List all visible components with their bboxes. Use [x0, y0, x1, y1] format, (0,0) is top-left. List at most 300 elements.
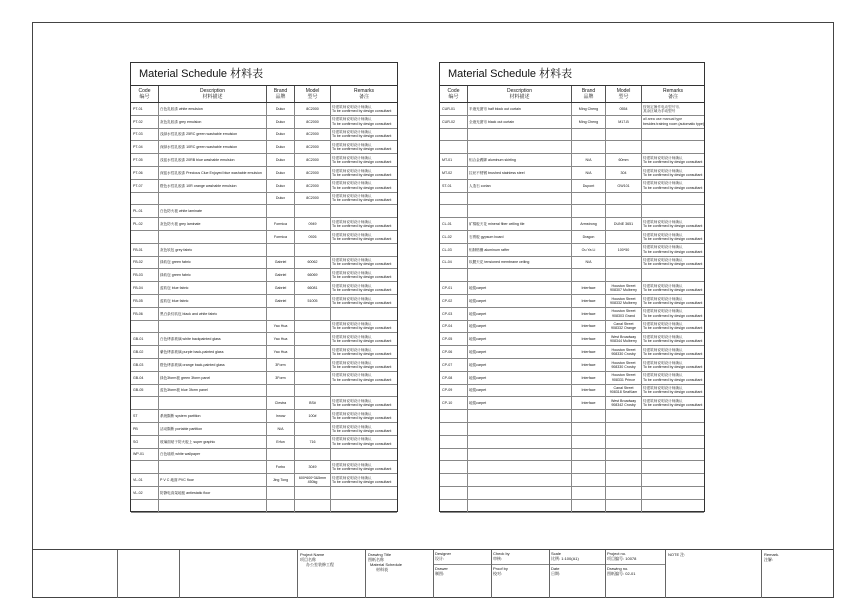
header-description: Description 材料描述 — [159, 86, 267, 102]
material-brand: Forbo — [267, 461, 295, 473]
material-brand: Yao Hua — [267, 321, 295, 333]
remark-label: Remark. — [764, 552, 780, 557]
material-model: 304 — [606, 167, 642, 179]
material-code: PL-02 — [131, 218, 159, 230]
material-code — [440, 410, 468, 422]
header-remarks: Remarks 备注 — [353, 88, 374, 100]
material-brand: Interface — [572, 333, 606, 345]
table-row — [131, 231, 397, 244]
material-model: BS# — [295, 397, 331, 409]
material-brand: Dulux — [267, 167, 295, 179]
material-brand — [267, 244, 295, 256]
table-row — [440, 180, 704, 193]
table-row — [440, 461, 704, 474]
material-code: GB-03 — [131, 359, 159, 371]
material-remarks: 待建筑师说明设计师确认 To be confirmed by design consultant — [643, 219, 703, 229]
material-remarks: 待建筑师说明设计师确认 To be confirmed by design consultant — [332, 322, 392, 331]
material-brand: Formica — [267, 218, 295, 230]
table-row — [131, 129, 397, 142]
material-brand: Dulux — [267, 193, 295, 205]
material-model: West Broadway 908342 Crosby — [606, 397, 642, 409]
table-body — [131, 103, 397, 513]
material-remarks: 待建筑师说明设计师确认 To be confirmed by design consultant — [643, 283, 703, 293]
project-name-value: 办公室装修工程 — [306, 562, 334, 567]
table-row — [131, 269, 397, 282]
table-row — [131, 461, 397, 474]
material-description — [468, 487, 572, 499]
material-remarks: 待建筑师说明设计师确认 To be confirmed by design consultant — [643, 168, 703, 177]
table-row — [131, 333, 397, 346]
material-remarks: 待建筑师说明设计师确认 To be confirmed by design consultant — [332, 104, 392, 113]
title-block-blank-3 — [180, 550, 298, 598]
material-description: 拉丝不锈钢 brushed stainless steel — [468, 167, 572, 179]
material-brand: Armstrong — [572, 218, 606, 230]
material-brand: Gabriel — [267, 282, 295, 294]
material-brand: Jing Tong — [267, 474, 295, 486]
material-model: 100# — [295, 410, 331, 422]
material-code: GB-05 — [131, 385, 159, 397]
material-brand — [267, 449, 295, 461]
project-name-label: Project Name — [300, 552, 325, 557]
material-remarks — [642, 410, 704, 422]
material-brand — [572, 500, 606, 512]
material-model: Canal Street 908318 SeaKiam — [606, 385, 642, 397]
project-name-cell — [298, 550, 366, 598]
material-model: Canal Street 908332 Orange — [606, 321, 642, 333]
material-brand: Dupont — [572, 180, 606, 192]
material-model — [295, 333, 331, 345]
table-row — [131, 308, 397, 321]
table-row — [131, 487, 397, 500]
material-remarks: 待建筑师说明设计师确认 To be confirmed by design consultant — [643, 181, 703, 190]
material-remarks: 待建筑师说明设计师确认 To be confirmed by design consultant — [332, 347, 392, 357]
material-description: 白色乳胶漆 white emulsion — [159, 103, 267, 115]
material-brand: N/A — [572, 154, 606, 166]
material-code: CP-10 — [440, 397, 468, 409]
material-code: CP-04 — [440, 321, 468, 333]
material-description: 铝合金踢脚 aluminum skirting — [468, 154, 572, 166]
material-code: CP-06 — [440, 346, 468, 358]
material-remarks: 待建筑师说明设计师确认 To be confirmed by design consultant — [332, 271, 392, 280]
material-description: 灰色软包 grey fabric — [159, 244, 267, 256]
material-model — [295, 205, 331, 217]
material-description: 浅绿水性乳胶漆 25RC green washable emulsion — [159, 129, 267, 141]
table-row — [131, 141, 397, 154]
material-brand: 3Form — [267, 372, 295, 384]
table-row — [440, 359, 704, 372]
table-row — [440, 205, 704, 218]
material-code: PT-03 — [131, 129, 159, 141]
material-description: 全遮光窗帘 black out curtain — [468, 116, 572, 128]
material-remarks — [642, 474, 704, 486]
material-brand — [267, 205, 295, 217]
material-model: 66069 — [295, 269, 331, 281]
material-brand — [572, 461, 606, 473]
table-row — [440, 116, 704, 129]
drawing-title-cell — [366, 550, 434, 598]
header-description: Description 材料描述 — [468, 86, 572, 102]
material-description: 橙色水性乳胶漆 10R orange washable emulsion — [159, 180, 267, 192]
table-row — [131, 397, 397, 410]
material-model: 0554 — [606, 103, 642, 115]
material-description: 绿软包 green fabric — [159, 257, 267, 269]
material-description — [159, 321, 267, 333]
material-remarks: 待建筑师说明设计师确认 To be confirmed by design consultant — [332, 117, 392, 126]
material-model — [606, 423, 642, 435]
title-block — [32, 549, 834, 598]
material-description: 白色墙纸 white wallpaper — [159, 449, 267, 461]
material-model — [606, 410, 642, 422]
material-brand — [572, 205, 606, 217]
material-model — [295, 500, 331, 512]
material-remarks: 待建筑师说明设计师确认 To be confirmed by design consultant — [332, 232, 392, 241]
table-row — [131, 436, 397, 449]
table-row — [440, 308, 704, 321]
material-remarks: 待建筑师说明设计师确认 To be confirmed by design consultant — [332, 373, 392, 382]
drawer-field: Drawer 制图: — [435, 566, 448, 576]
table-row — [440, 385, 704, 398]
material-remarks — [331, 244, 397, 256]
material-brand: Interface — [572, 282, 606, 294]
table-row — [440, 333, 704, 346]
material-code — [440, 423, 468, 435]
material-remarks — [642, 205, 704, 217]
material-description — [468, 436, 572, 448]
table-row — [440, 346, 704, 359]
proof-by-field: Proof by 校对: — [493, 566, 508, 576]
material-description: 地毯carpet — [468, 308, 572, 320]
material-remarks: 待建筑师说明设计师确认 To be confirmed by design consultant — [643, 296, 703, 305]
material-remarks — [642, 436, 704, 448]
material-code — [131, 500, 159, 512]
material-model: 8C2000 — [295, 167, 331, 179]
material-code: PT-05 — [131, 154, 159, 166]
material-code: CUR-01 — [440, 103, 468, 115]
material-description: 活动隔断 portable partition — [159, 423, 267, 435]
table-body — [440, 103, 704, 513]
material-code — [131, 321, 159, 333]
material-code: FB-05 — [131, 295, 159, 307]
material-remarks: 待建筑师说明设计师确认 To be confirmed by design consultant — [332, 219, 392, 229]
material-model: Houston Street 908331 Prince — [606, 372, 642, 384]
material-brand: Interface — [572, 397, 606, 409]
material-code: CP-01 — [440, 282, 468, 294]
table-row — [440, 487, 704, 500]
material-description: 深绿水性乳胶漆 10RC green washable emulsion — [159, 141, 267, 153]
material-description: 地毯carpet — [468, 359, 572, 371]
material-code: CUR-02 — [440, 116, 468, 128]
material-description — [159, 397, 267, 409]
material-model: 0949 — [295, 218, 331, 230]
material-brand: Interface — [572, 359, 606, 371]
material-brand — [572, 474, 606, 486]
material-description — [468, 461, 572, 473]
material-description: 半遮光窗帘 half block out curtain — [468, 103, 572, 115]
material-description: 地毯carpet — [468, 385, 572, 397]
material-remarks: 按规定操作电动型号帘, 其余区域为手动型号 — [643, 104, 680, 113]
material-brand: Ou Ya Li — [572, 244, 606, 256]
scale-date-cell — [550, 550, 606, 598]
table-header — [131, 86, 397, 103]
table-row — [131, 180, 397, 193]
material-code: VL-02 — [131, 487, 159, 499]
material-brand: N/A — [572, 257, 606, 269]
material-brand — [267, 308, 295, 320]
material-code — [440, 449, 468, 461]
table-row — [131, 449, 397, 462]
material-remarks: 待建筑师说明设计师确认 To be confirmed by design consultant — [332, 194, 392, 203]
material-code — [131, 193, 159, 205]
material-description — [468, 423, 572, 435]
material-brand: Dulux — [267, 180, 295, 192]
material-remarks: 待建筑师说明设计师确认 To be confirmed by design consultant — [332, 475, 392, 484]
material-schedule-right — [439, 62, 705, 512]
material-model: Houston Street 908303 Grand — [606, 308, 642, 320]
material-remarks: 待建筑师说明设计师确认 To be confirmed by design consultant — [332, 155, 392, 165]
material-code: PL-01 — [131, 205, 159, 217]
material-model — [295, 385, 331, 397]
material-remarks: 待建筑师说明设计师确认 To be confirmed by design consultant — [643, 245, 703, 254]
material-model — [606, 487, 642, 499]
material-brand: Ming Cheng — [572, 116, 606, 128]
material-model: 60062 — [295, 257, 331, 269]
material-remarks — [642, 129, 704, 141]
material-model — [606, 231, 642, 243]
drawing-title-value: Material Schedule — [370, 562, 403, 567]
material-code: CP-03 — [440, 308, 468, 320]
table-row — [131, 321, 397, 334]
material-brand: Formica — [267, 231, 295, 243]
table-row — [131, 372, 397, 385]
material-description: 橙色烤漆玻璃 orange back-painted glass — [159, 359, 267, 371]
material-remarks: 待建筑师说明设计师确认 To be confirmed by design consultant — [643, 360, 703, 369]
table-row — [440, 282, 704, 295]
material-brand — [267, 500, 295, 512]
material-description: 铝制格栅 aluminum raffer — [468, 244, 572, 256]
material-description — [159, 193, 267, 205]
table-row — [131, 218, 397, 231]
material-code — [440, 461, 468, 473]
header-brand: Brand 品牌 — [572, 86, 606, 102]
header-model: Model 型号 — [606, 86, 642, 102]
material-brand: Interface — [572, 308, 606, 320]
material-code: CL-01 — [440, 218, 468, 230]
material-brand: Dulux — [267, 116, 295, 128]
material-code: WP-01 — [131, 449, 159, 461]
material-code — [440, 193, 468, 205]
material-brand: Clestra — [267, 397, 295, 409]
material-brand: Dragon — [572, 231, 606, 243]
table-row — [440, 218, 704, 231]
material-description — [468, 129, 572, 141]
material-description: 绿色3form板 green 3form panel — [159, 372, 267, 384]
material-model — [606, 461, 642, 473]
table-row — [131, 295, 397, 308]
material-remarks — [642, 141, 704, 153]
table-title: Material Schedule 材料表 — [131, 63, 397, 86]
material-model — [606, 141, 642, 153]
material-remarks — [642, 500, 704, 512]
material-code: PT-07 — [131, 180, 159, 192]
material-description: 黑白条纹软包 black and white fabric — [159, 308, 267, 320]
material-model: GW101 — [606, 180, 642, 192]
material-model: 8C2000 — [295, 154, 331, 166]
table-title: Material Schedule 材料表 — [440, 63, 704, 86]
material-description: P V C 地面 PVC floor — [159, 474, 267, 486]
material-brand: Innow — [267, 410, 295, 422]
material-description: 地毯carpet — [468, 295, 572, 307]
material-model — [295, 346, 331, 358]
material-brand: 3Form — [267, 359, 295, 371]
material-code: FB-01 — [131, 244, 159, 256]
check-proof-cell — [492, 550, 550, 598]
table-row — [131, 282, 397, 295]
material-description — [468, 410, 572, 422]
material-brand: Interface — [572, 372, 606, 384]
header-model: Model 型号 — [295, 86, 331, 102]
material-remarks: 待建筑师说明设计师确认 To be confirmed by design consultant — [643, 258, 703, 267]
material-code: MT-02 — [440, 167, 468, 179]
material-model: 3049 — [295, 461, 331, 473]
material-model — [295, 359, 331, 371]
material-remarks: 待建筑师说明设计师确认 To be confirmed by design consultant — [332, 296, 392, 305]
table-row — [131, 154, 397, 167]
material-remarks: 待建筑师说明设计师确认 To be confirmed by design consultant — [332, 168, 392, 177]
remark-label-cn: 注解: — [764, 557, 774, 562]
material-brand — [572, 436, 606, 448]
material-code — [440, 141, 468, 153]
material-description: 矿棉板天花 mineral fiber ceiling tile — [468, 218, 572, 230]
material-schedule-left — [130, 62, 398, 512]
drawing-title-label: Drawing Title — [368, 552, 392, 557]
material-code — [440, 205, 468, 217]
material-code: CL-02 — [440, 231, 468, 243]
material-model — [606, 269, 642, 281]
material-model — [295, 308, 331, 320]
material-remarks — [331, 205, 397, 217]
scale-field: Scale 比例: 1:100(A1) — [550, 550, 605, 565]
material-description — [468, 193, 572, 205]
material-brand: Interface — [572, 346, 606, 358]
material-remarks — [331, 449, 397, 461]
material-code: PT-02 — [131, 116, 159, 128]
material-description: 地毯carpet — [468, 397, 572, 409]
material-code — [440, 129, 468, 141]
material-model: 8C2000 — [295, 116, 331, 128]
table-row — [131, 167, 397, 180]
material-remarks: 待建筑师说明设计师确认 To be confirmed by design consultant — [643, 309, 703, 318]
designer-drawer-cell — [434, 550, 492, 598]
remark-cell — [762, 550, 834, 598]
material-model: 51005 — [295, 295, 331, 307]
drawing-title-value-cn: 材料表 — [376, 567, 388, 572]
table-row — [131, 346, 397, 359]
material-model: Houston Street 908332 Mulberry — [606, 295, 642, 307]
material-model — [606, 257, 642, 269]
material-description — [468, 474, 572, 486]
material-brand: Interface — [572, 321, 606, 333]
material-model: 8C2000 — [295, 103, 331, 115]
material-description: 软膜天花 tensioned membrane ceiling — [468, 257, 572, 269]
material-code — [440, 474, 468, 486]
material-brand: Dulux — [267, 154, 295, 166]
material-description — [468, 205, 572, 217]
material-brand — [572, 423, 606, 435]
date-field: Date 日期: — [551, 566, 561, 576]
material-remarks: 待建筑师说明设计师确认 To be confirmed by design consultant — [332, 399, 392, 408]
material-model — [606, 129, 642, 141]
table-row — [131, 474, 397, 487]
material-model — [295, 321, 331, 333]
header-remarks: Remarks 备注 — [662, 88, 683, 100]
material-remarks: all area use manual type besides training room (automatic type) — [643, 117, 704, 126]
material-remarks: 待建筑师说明设计师确认 To be confirmed by design consultant — [643, 232, 703, 241]
material-code: CP-08 — [440, 372, 468, 384]
material-model: Houston Street 908307 Mulberry — [606, 282, 642, 294]
table-row — [440, 167, 704, 180]
material-description: 浅蓝水性乳胶漆 20RB blue washable emulsion — [159, 154, 267, 166]
material-brand: Yao Hua — [267, 346, 295, 358]
material-model: M17-B — [606, 116, 642, 128]
material-brand: Gabriel — [267, 269, 295, 281]
table-row — [440, 474, 704, 487]
material-code: PT-04 — [131, 141, 159, 153]
table-row — [440, 500, 704, 513]
material-model — [606, 474, 642, 486]
title-block-blank-2 — [118, 550, 180, 598]
material-code: CL-04 — [440, 257, 468, 269]
material-code: GB-04 — [131, 372, 159, 384]
material-remarks: 待建筑师说明设计师确认 To be confirmed by design consultant — [332, 130, 392, 139]
material-code: FB-04 — [131, 282, 159, 294]
material-description: 绿软包 green fabric — [159, 269, 267, 281]
material-code — [440, 436, 468, 448]
material-brand — [572, 269, 606, 281]
material-model: 8C2000 — [295, 129, 331, 141]
project-name-label-cn: 项目名称 — [300, 557, 316, 562]
project-drawing-no-cell — [606, 550, 666, 598]
table-row — [440, 269, 704, 282]
material-model — [295, 372, 331, 384]
material-brand: Erfun — [267, 436, 295, 448]
material-remarks: 待建筑师说明设计师确认 To be confirmed by design consultant — [643, 155, 703, 165]
material-remarks — [331, 500, 397, 512]
material-brand — [572, 141, 606, 153]
material-code: FB-03 — [131, 269, 159, 281]
material-brand — [572, 487, 606, 499]
material-description: 石膏板 gypsum board — [468, 231, 572, 243]
material-model — [295, 244, 331, 256]
material-code: FB-06 — [131, 308, 159, 320]
table-row — [440, 372, 704, 385]
material-remarks: 待建筑师说明设计师确认 To be confirmed by design consultant — [332, 258, 392, 267]
table-row — [440, 410, 704, 423]
material-description: 地毯carpet — [468, 333, 572, 345]
material-code — [131, 231, 159, 243]
table-row — [131, 423, 397, 436]
material-remarks — [642, 449, 704, 461]
material-code: PB — [131, 423, 159, 435]
note-cell — [666, 550, 762, 598]
table-row — [440, 295, 704, 308]
table-row — [440, 141, 704, 154]
material-description — [159, 500, 267, 512]
material-description — [468, 449, 572, 461]
material-model — [295, 449, 331, 461]
table-row — [131, 116, 397, 129]
material-remarks — [642, 193, 704, 205]
table-row — [131, 359, 397, 372]
